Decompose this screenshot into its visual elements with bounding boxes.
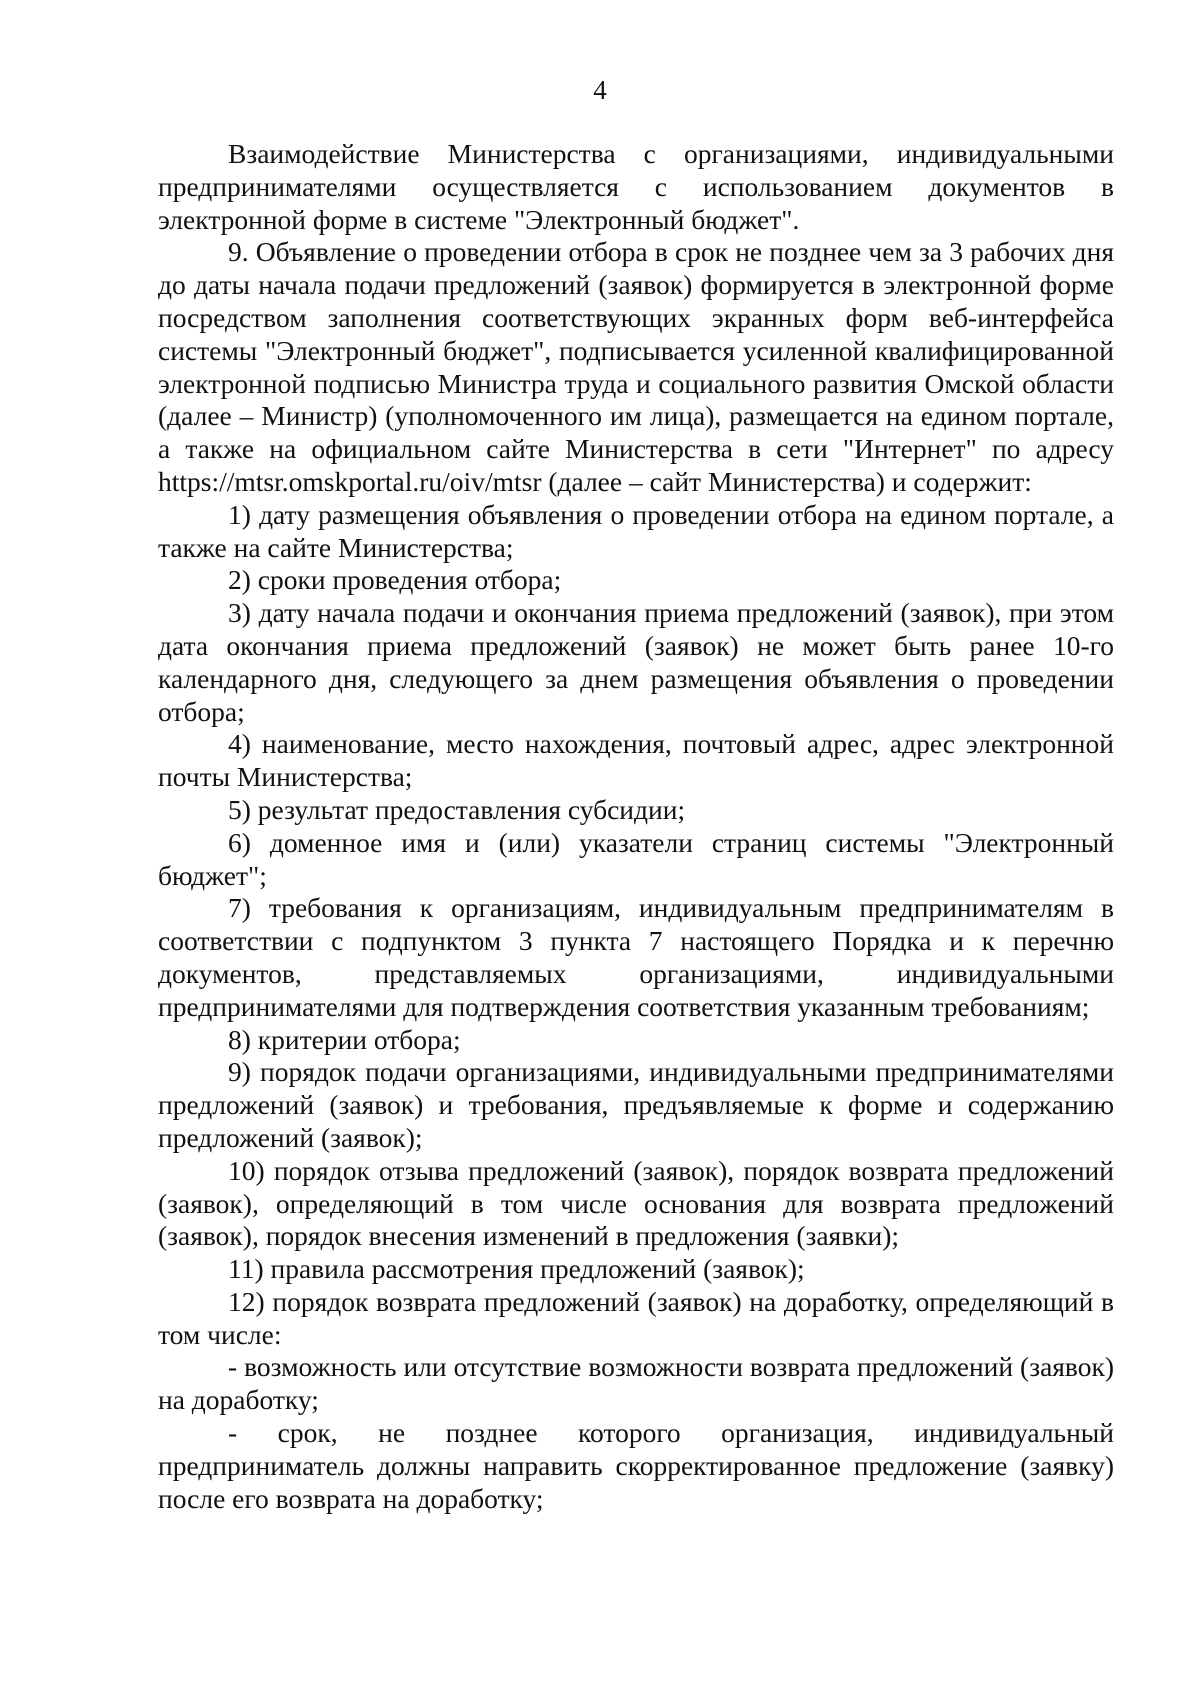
paragraph-interaction: Взаимодействие Министерства с организациями, индивидуальными предпринимателями осуществляется с использованием документов в электронной форме в системе "Электронный бюджет". — [158, 138, 1114, 235]
list-item-8: 8) критерии отбора; — [228, 1023, 461, 1055]
document-body — [158, 138, 1114, 1515]
list-item-11: 11) правила рассмотрения предложений (заявок); — [228, 1253, 805, 1285]
list-item-4: 4) наименование, место нахождения, почтовый адрес, адрес электронной почты Министерства; — [158, 728, 1114, 793]
list-item-7: 7) требования к организациям, индивидуальным предпринимателям в соответствии с подпунктом 3 пункта 7 настоящего Порядка и к перечню документов, представляемых организациями, индивидуальными предпринимателями для подтверждения соответствия указанным требованиям; — [158, 892, 1114, 1022]
list-item-6: 6) доменное имя и (или) указатели страниц системы "Электронный бюджет"; — [158, 826, 1114, 891]
page-number: 4 — [593, 75, 607, 105]
list-item-2: 2) сроки проведения отбора; — [228, 564, 562, 596]
paragraph-item-9-announcement: 9. Объявление о проведении отбора в срок не позднее чем за 3 рабочих дня до даты начала подачи предложений (заявок) формируется в электронной форме посредством заполнения соответствующих экранных форм веб-интерфейса системы "Электронный бюджет", подписывается усиленной квалифицированной электронной подписью Министра труда и социального развития Омской области (далее – Министр) (уполномоченного им лица), размещается на едином портале, а также на официальном сайте Министерства в сети "Интернет" по адресу https://mtsr.omskportal.ru/oiv/mtsr (далее – сайт Министерства) и содержит: — [158, 236, 1114, 497]
list-item-1: 1) дату размещения объявления о проведении отбора на едином портале, а также на сайте Министерства; — [158, 498, 1114, 563]
list-item-12: 12) порядок возврата предложений (заявок) на доработку, определяющий в том числе: — [158, 1285, 1114, 1350]
list-item-9: 9) порядок подачи организациями, индивидуальными предпринимателями предложений (заявок) и требования, предъявляемые к форме и содержанию предложений (заявок); — [158, 1056, 1114, 1153]
sub-item-return-possibility: - возможность или отсутствие возможности возврата предложений (заявок) на доработку; — [158, 1351, 1114, 1416]
sub-item-return-deadline: - срок, не позднее которого организация, индивидуальный предприниматель должны направить скорректированное предложение (заявку) после его возврата на доработку; — [158, 1417, 1114, 1514]
list-item-3: 3) дату начала подачи и окончания приема предложений (заявок), при этом дата окончания приема предложений (заявок) не может быть ранее 10-го календарного дня, следующего за днем размещения объявления о проведении отбора; — [158, 597, 1114, 727]
list-item-10: 10) порядок отзыва предложений (заявок), порядок возврата предложений (заявок), определяющий в том числе основания для возврата предложений (заявок), порядок внесения изменений в предложения (заявки); — [158, 1154, 1114, 1252]
list-item-5: 5) результат предоставления субсидии; — [228, 793, 686, 825]
